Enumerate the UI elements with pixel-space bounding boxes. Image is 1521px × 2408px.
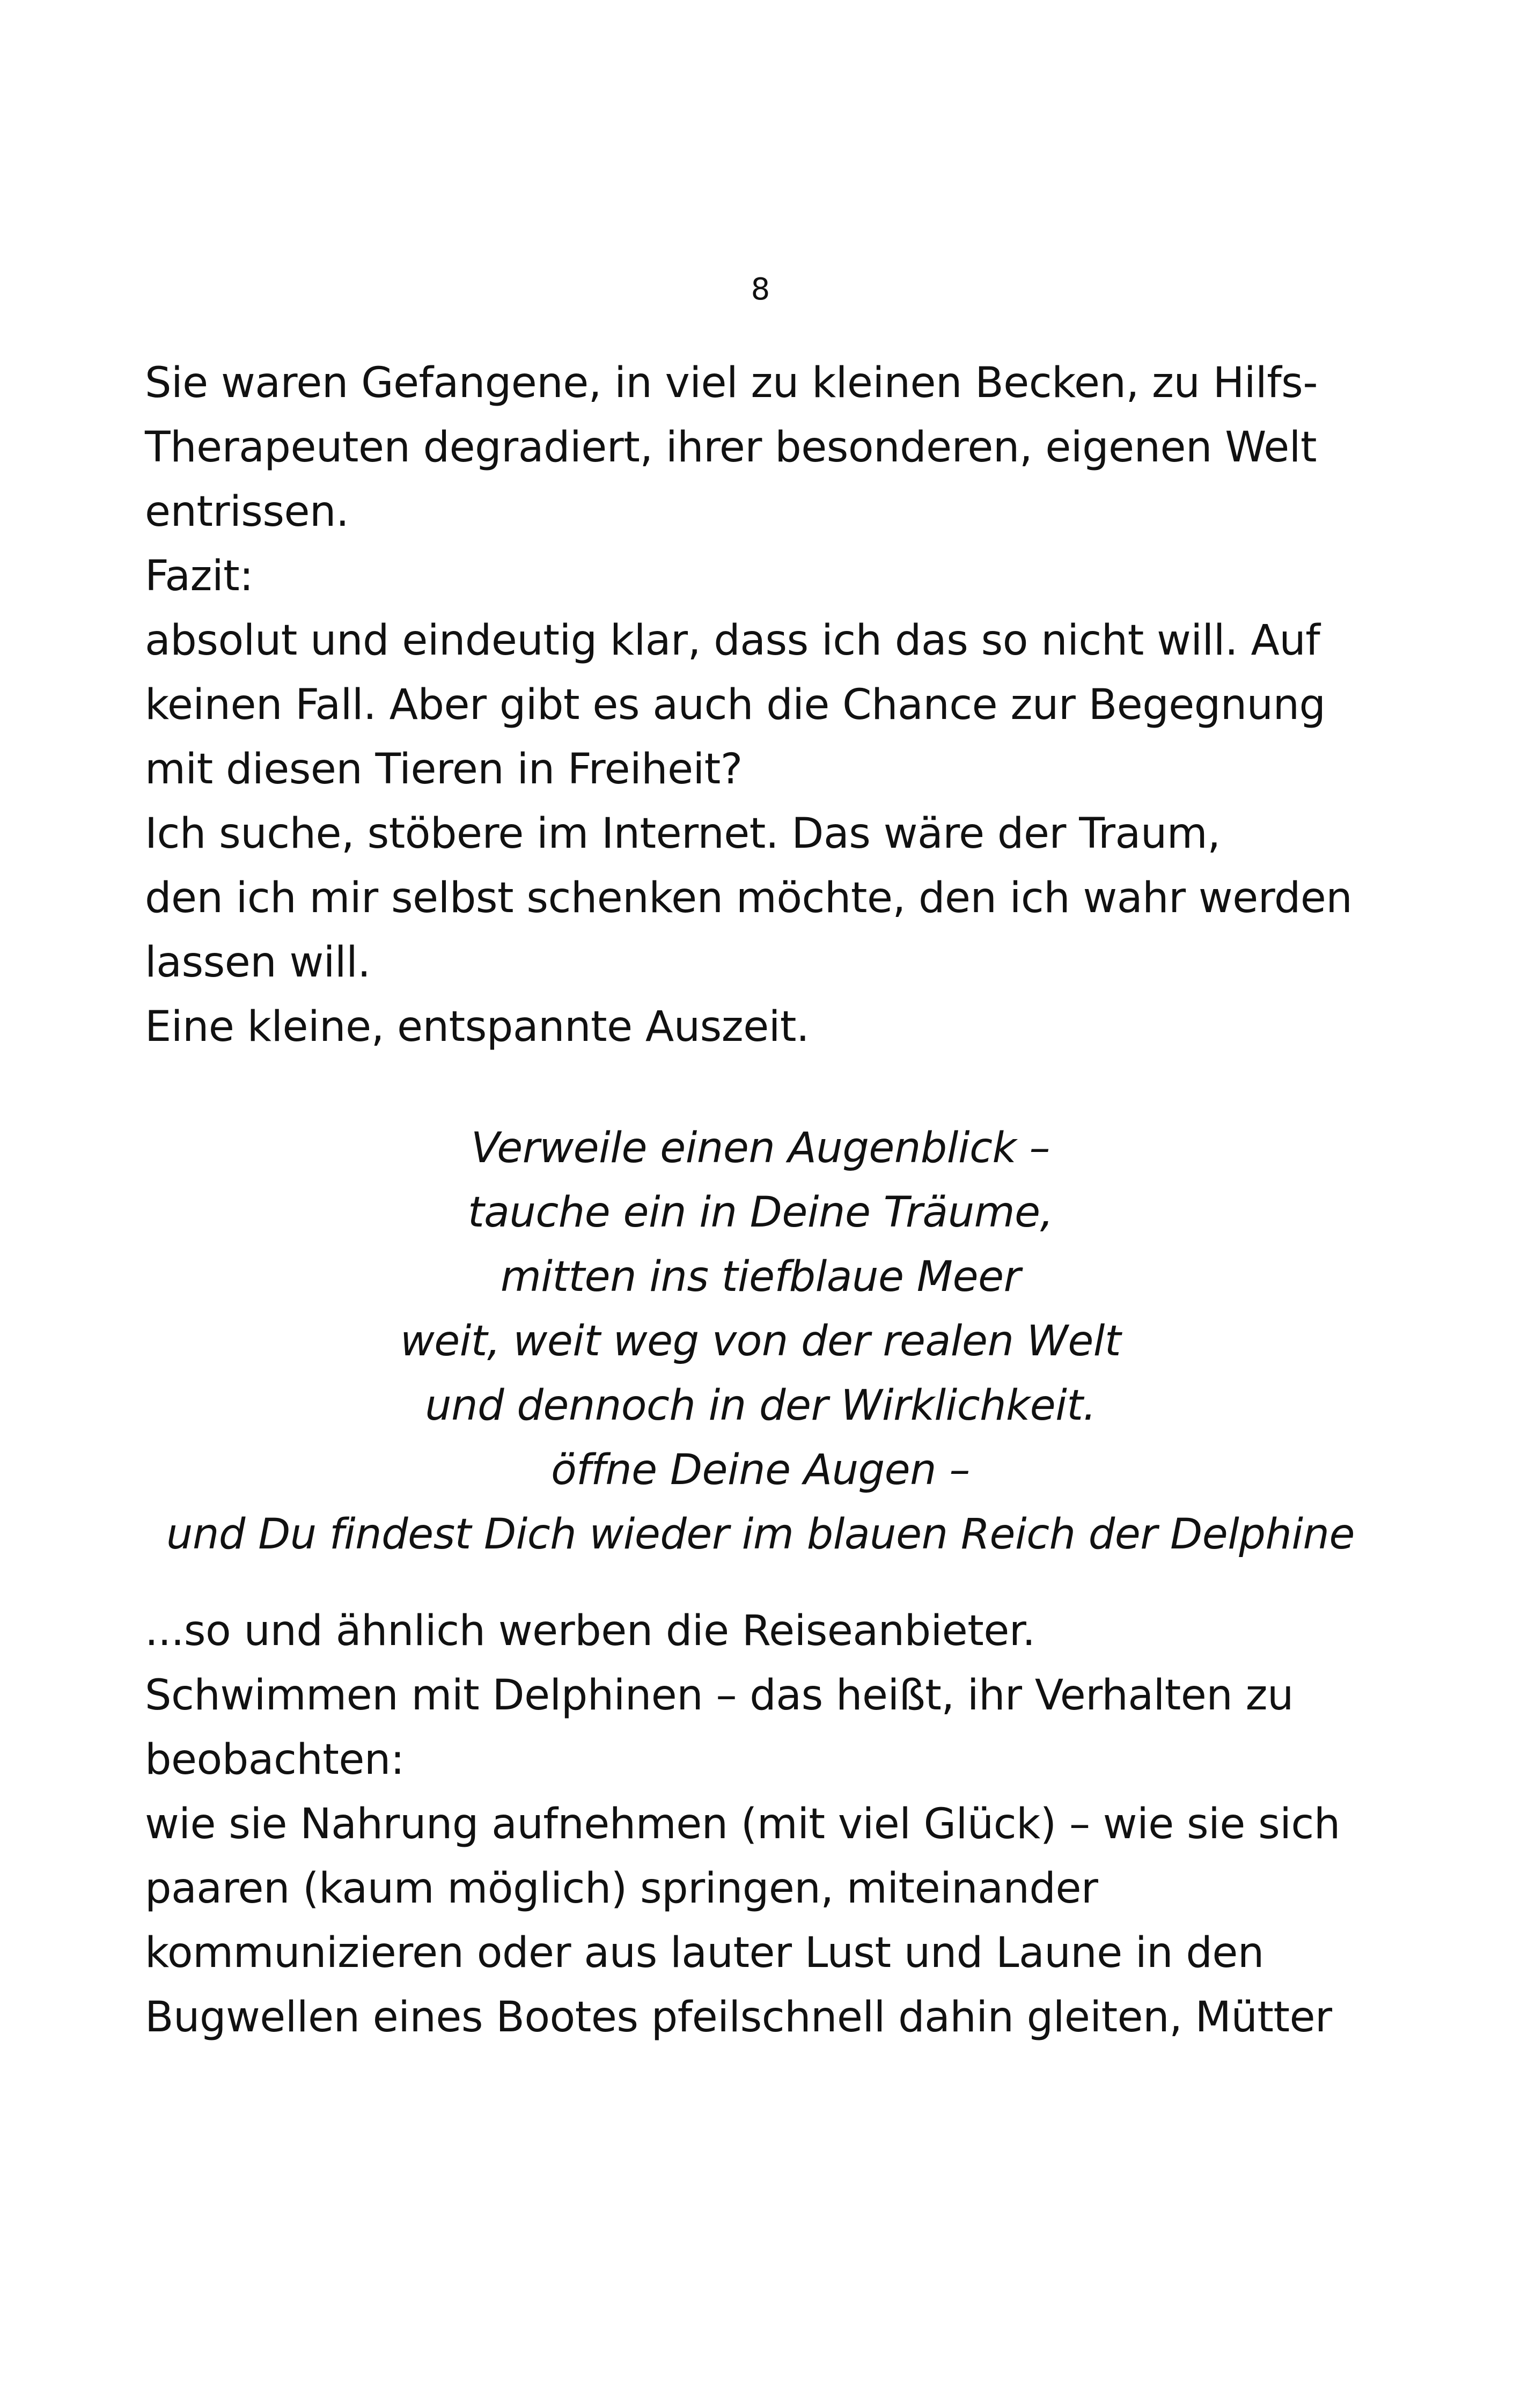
text-line: kommunizieren oder aus lauter Lust und Laune in den: [145, 1929, 1264, 1977]
text-line: keinen Fall. Aber gibt es auch die Chance zur Begegnung: [145, 681, 1326, 729]
text-line: mit diesen Tieren in Freiheit?: [145, 745, 743, 794]
text-line: Fazit:: [145, 552, 253, 600]
text-line: entrissen.: [145, 488, 349, 536]
text-line: Therapeuten degradiert, ihrer besonderen, eigenen Welt: [145, 423, 1317, 472]
text-line: Schwimmen mit Delphinen – das heißt, ihr Verhalten zu: [145, 1671, 1294, 1720]
text-line: absolut und eindeutig klar, dass ich das so nicht will. Auf: [145, 616, 1320, 665]
text-line: Ich suche, stöbere im Internet. Das wäre der Traum,: [145, 810, 1221, 858]
text-line: lassen will.: [145, 938, 371, 987]
poem-line: öffne Deine Augen –: [551, 1446, 970, 1494]
text-line: Sie waren Gefangene, in viel zu kleinen Becken, zu Hilfs-: [145, 359, 1318, 407]
poem-line: und Du findest Dich wieder im blauen Reich der Delphine: [166, 1510, 1355, 1559]
text-line: paaren (kaum möglich) springen, miteinander: [145, 1864, 1098, 1913]
text-line: den ich mir selbst schenken möchte, den ich wahr werden: [145, 874, 1353, 922]
poem-line: Verweile einen Augenblick –: [471, 1124, 1050, 1172]
text-line: beobachten:: [145, 1736, 405, 1784]
text-line: Eine kleine, entspannte Auszeit.: [145, 1003, 810, 1051]
page-number: 8: [751, 272, 770, 307]
text-line: ...so und ähnlich werben die Reiseanbieter.: [145, 1607, 1035, 1655]
poem-line: tauche ein in Deine Träume,: [468, 1188, 1053, 1237]
text-line: Bugwellen eines Bootes pfeilschnell dahin gleiten, Mütter: [145, 1993, 1332, 2042]
poem-line: weit, weit weg von der realen Welt: [400, 1317, 1121, 1365]
poem-line: und dennoch in der Wirklichkeit.: [425, 1382, 1096, 1430]
text-line: wie sie Nahrung aufnehmen (mit viel Glück) – wie sie sich: [145, 1800, 1340, 1848]
poem-line: mitten ins tiefblaue Meer: [500, 1253, 1021, 1301]
